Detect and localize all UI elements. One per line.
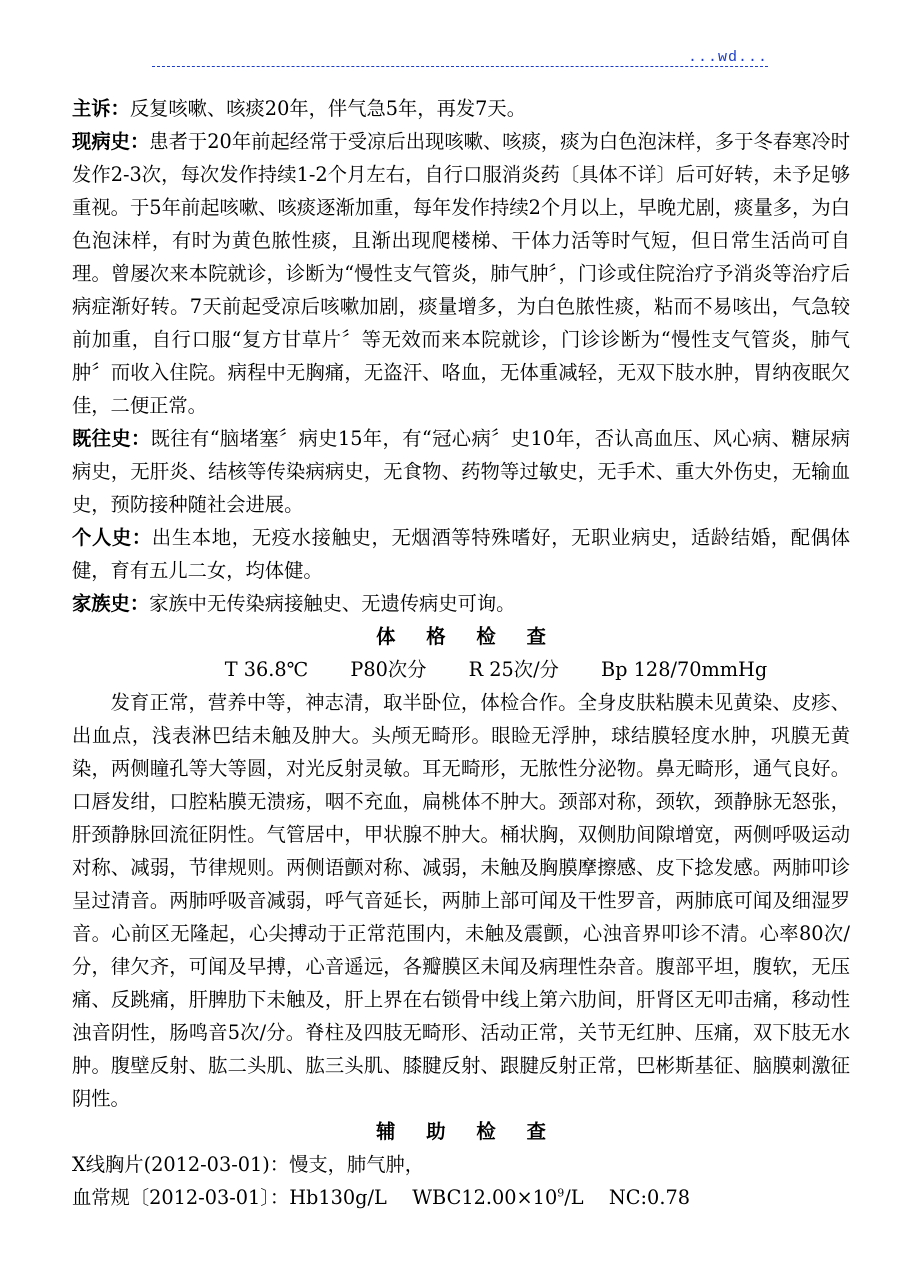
family-history-label: 家族史： — [72, 592, 150, 615]
blood-prefix: 血常规〔2012-03-01〕：Hb130g/L WBC12.00×10 — [72, 1186, 558, 1209]
blood-sup: 9 — [557, 1186, 565, 1200]
chief-complaint-text: 反复咳嗽、咳痰20年，伴气急5年，再发7天。 — [129, 97, 526, 120]
present-illness-text: 患者于20年前起经常于受凉后出现咳嗽、咳痰，痰为白色泡沫样，多于冬春寒冷时发作2-3次，每次发作持续1-2个月左右，自行口服消炎药〔具体不详〕后可好转，未予足够重视。于5年前起咳嗽、咳痰逐渐加重，每年发作持续2个月以上，早晚尤剧，痰量多，为白色泡沫样，有时为黄色脓性痰，且渐出现爬楼梯、干体力活等时气短，但日常生活尚可自理。曾屡次来本院就诊，诊断为“慢性支气管炎，肺气肿〞，门诊或住院治疗予消炎等治疗后病症渐好转。7天前起受凉后咳嗽加剧，痰量增多，为白色脓性痰，粘而不易咳出，气急较前加重，自行口服“复方甘草片〞等无效而来本院就诊，门诊诊断为“慢性支气管炎，肺气肿〞而收入住院。病程中无胸痛，无盗汗、咯血，无体重减轻，无双下肢水肿，胃纳夜眠欠佳，二便正常。 — [72, 130, 851, 417]
present-illness — [72, 125, 850, 422]
blood-suffix: /L NC:0.78 — [564, 1186, 690, 1209]
past-history-label: 既往史： — [72, 427, 151, 450]
vital-blood-pressure: Bp 128/70mmHg — [601, 658, 768, 681]
blood-routine-result — [72, 1181, 850, 1214]
personal-history — [72, 521, 850, 587]
vital-signs — [72, 653, 850, 686]
xray-result: X线胸片(2012-03-01)：慢支，肺气肿， — [72, 1153, 425, 1176]
present-illness-label: 现病史： — [72, 130, 150, 153]
family-history-text: 家族中无传染病接触史、无遗传病史可询。 — [149, 592, 516, 615]
medical-record — [72, 92, 850, 1214]
page-header — [152, 44, 768, 67]
vital-respiration: R 25次/分 — [468, 658, 559, 681]
exam-title: 体格检查 — [376, 625, 577, 648]
personal-history-text: 出生本地，无疫水接触史，无烟酒等特殊嗜好，无职业病史，适龄结婚，配偶体健，育有五儿二女，均体健。 — [72, 526, 851, 582]
chief-complaint-label: 主诉： — [72, 97, 130, 120]
personal-history-label: 个人史： — [72, 526, 152, 549]
aux-title: 辅助检查 — [376, 1120, 577, 1143]
family-history — [72, 587, 850, 620]
past-history-text: 既往有“脑堵塞〞病史15年，有“冠心病〞史10年，否认高血压、风心病、糖尿病病史，无肝炎、结核等传染病病史，无食物、药物等过敏史，无手术、重大外伤史，无输血史，预防接种随社会进展。 — [72, 427, 851, 516]
exam-text: 发育正常，营养中等，神志清，取半卧位，体检合作。全身皮肤粘膜未见黄染、皮疹、出血点，浅表淋巴结未触及肿大。头颅无畸形。眼睑无浮肿，球结膜轻度水肿，巩膜无黄染，两侧瞳孔等大等圆，对光反射灵敏。耳无畸形，无脓性分泌物。鼻无畸形，通气良好。口唇发绀，口腔粘膜无溃疡，咽不充血，扁桃体不肿大。颈部对称，颈软，颈静脉无怒张，肝颈静脉回流征阴性。气管居中，甲状腺不肿大。桶状胸，双侧肋间隙增宽，两侧呼吸运动对称、减弱，节律规则。两侧语颤对称、减弱，未触及胸膜摩擦感、皮下捻发感。两肺叩诊呈过清音。两肺呼吸音减弱，呼气音延长，两肺上部可闻及干性罗音，两肺底可闻及细湿罗音。心前区无隆起，心尖搏动于正常范围内，未触及震颤，心浊音界叩诊不清。心率80次/分，律欠齐，可闻及早搏，心音遥远，各瓣膜区未闻及病理性杂音。腹部平坦，腹软，无压痛、反跳痛，肝脾肋下未触及，肝上界在右锁骨中线上第六肋间，肝肾区无叩击痛，移动性浊音阴性，肠鸣音5次/分。脊柱及四肢无畸形、活动正常，关节无红肿、压痛，双下肢无水肿。腹壁反射、肱二头肌、肱三头肌、膝腱反射、跟腱反射正常，巴彬斯基征、脑膜刺激征阴性。 — [72, 691, 850, 1110]
vital-temperature: T 36.8℃ — [224, 658, 309, 681]
header-watermark: ...wd... — [687, 49, 768, 66]
chief-complaint — [72, 92, 850, 125]
vital-pulse: P80次分 — [350, 658, 427, 681]
past-history — [72, 422, 850, 521]
